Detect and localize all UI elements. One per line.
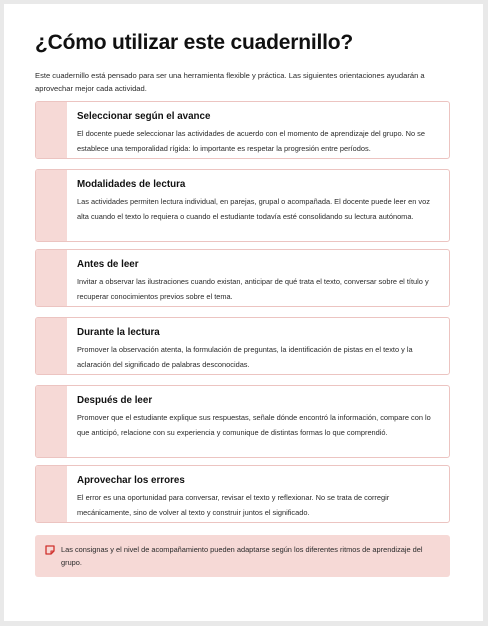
card-text: Las actividades permiten lectura individual, en parejas, grupal o acompañada. El docente puede leer en voz alta cuando el texto lo requiera o cuando el estudiante todavía esté consolidando su lectura autónoma. (77, 197, 430, 221)
card-accent-bar (36, 386, 67, 457)
card-heading: Durante la lectura (77, 327, 160, 338)
card-text: Promover que el estudiante explique sus respuestas, señale dónde encontró la información, compare con lo que anticipó, relacione con su experiencia y comunique de distintas formas lo que comprendió. (77, 413, 431, 437)
page-title: ¿Cómo utilizar este cuadernillo? (35, 31, 353, 54)
card-heading: Aprovechar los errores (77, 475, 185, 486)
card-heading: Antes de leer (77, 259, 139, 270)
card-text: Invitar a observar las ilustraciones cuando existan, anticipar de qué trata el texto, conversar sobre el título y recuperar conocimientos previos sobre el tema. (77, 277, 429, 301)
card-accent-bar (36, 250, 67, 306)
card-heading: Modalidades de lectura (77, 179, 186, 190)
card-accent-bar (36, 466, 67, 522)
card-accent-bar (36, 102, 67, 158)
note-box (35, 535, 450, 577)
card-text: El error es una oportunidad para conversar, revisar el texto y reflexionar. No se trata de corregir mecánicamente, sino de volver al texto y construir juntos el significado. (77, 493, 390, 517)
card-heading: Después de leer (77, 395, 153, 406)
tip-card-durante (35, 317, 450, 375)
intro-paragraph: Este cuadernillo está pensado para ser una herramienta flexible y práctica. Las siguientes orientaciones ayudarán a aprovechar mejor cada actividad. (35, 71, 425, 93)
note-text: Las consignas y el nivel de acompañamiento pueden adaptarse según los diferentes ritmos de aprendizaje del grupo. (61, 545, 423, 567)
card-accent-bar (36, 318, 67, 374)
document-page (4, 4, 483, 621)
note-icon (45, 545, 55, 555)
card-heading: Seleccionar según el avance (77, 111, 211, 122)
tip-card-errores (35, 465, 450, 523)
tip-card-despues (35, 385, 450, 458)
tip-card-modalidades (35, 169, 450, 242)
tip-card-antes (35, 249, 450, 307)
card-text: Promover la observación atenta, la formulación de preguntas, la identificación de pistas en el texto y la aclaración del significado de palabras desconocidas. (77, 345, 413, 369)
tip-card-seleccionar (35, 101, 450, 159)
card-accent-bar (36, 170, 67, 241)
card-text: El docente puede seleccionar las actividades de acuerdo con el momento de aprendizaje del grupo. No se establece una temporalidad rígida: lo importante es respetar la progresión entre períodos. (77, 129, 425, 153)
